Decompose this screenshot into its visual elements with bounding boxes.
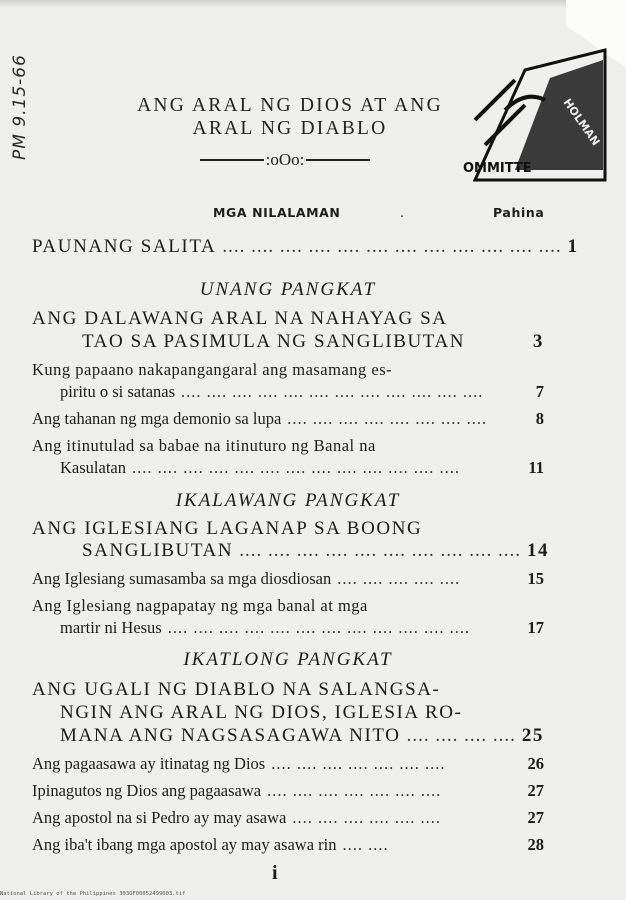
toc-entry-line: ANG DALAWANG ARAL NA NAHAYAG SA xyxy=(32,308,448,329)
toc-entry-tahanan xyxy=(32,409,544,429)
toc-entry-text: TAO SA PASIMULA NG SANGLIBUTAN xyxy=(82,331,466,352)
library-stamp xyxy=(455,50,610,190)
leader-dots: .... .... .... .... .... .... .... .... .... .... .... .... .... xyxy=(131,458,460,477)
stamp-text-bottom: OMMITTE xyxy=(463,161,532,176)
toc-entry-text: piritu o si satanas xyxy=(60,382,176,401)
stamp-text-top: HOLMAN xyxy=(560,96,603,149)
leader-dots: .... .... .... .... xyxy=(406,725,516,746)
toc-entry-iglesiang-laganap xyxy=(82,540,550,562)
page-folio: i xyxy=(272,862,278,884)
toc-entry-text: MANA ANG NAGSASAGAWA NITO xyxy=(60,725,401,746)
leader-dots: .... .... .... .... .... xyxy=(337,569,461,588)
leader-dots: .... .... .... .... .... .... .... .... .... .... .... .... xyxy=(222,236,562,257)
section-heading-3: IKATLONG PANGKAT xyxy=(183,649,393,670)
page-column-heading: Pahina xyxy=(493,205,545,220)
ornament-rule-right xyxy=(306,159,370,161)
toc-entry-dalawang-aral xyxy=(82,331,544,353)
toc-entry-ipinagutos xyxy=(32,781,544,801)
toc-entry-apostol-pedro xyxy=(32,808,544,828)
title-line-1: ANG ARAL NG DIOS AT ANG xyxy=(137,95,443,116)
toc-page-number: 27 xyxy=(527,781,544,800)
ornament-rule-left xyxy=(200,159,264,161)
leader-dots: .... .... .... .... .... .... .... .... .... .... .... .... xyxy=(181,382,484,401)
toc-page-number: 26 xyxy=(527,754,544,773)
contents-heading: MGA NILALAMAN xyxy=(213,205,341,220)
scan-edge xyxy=(0,0,626,8)
leader-dots: .... .... .... .... .... .... .... xyxy=(267,781,442,800)
toc-entry-text: Ang tahanan ng mga demonio sa lupa xyxy=(32,409,282,428)
toc-page-number: 1 xyxy=(567,236,579,257)
toc-entry-itinutulad xyxy=(60,458,544,478)
handwritten-margin-note: PM 9.15-66 xyxy=(10,54,30,160)
toc-entry-line: Kung papaano nakapangangaral ang masamang es- xyxy=(32,360,393,379)
toc-page-number: 27 xyxy=(527,808,544,827)
toc-page-number: 15 xyxy=(527,569,544,588)
title-ornament xyxy=(200,150,370,170)
toc-entry-text: SANGLIBUTAN xyxy=(82,540,234,561)
leader-dots: .... .... .... .... .... .... .... .... .... .... .... .... xyxy=(167,618,471,637)
toc-entry-text: Ang Iglesiang sumasamba sa mga diosdiosan xyxy=(32,569,332,588)
toc-page-number: 8 xyxy=(535,409,544,428)
toc-entry-ugali-ng-diablo xyxy=(60,725,544,747)
toc-page-number: 25 xyxy=(521,725,545,746)
toc-entry-text: Ipinagutos ng Dios ang pagaasawa xyxy=(32,781,262,800)
toc-page-number: 28 xyxy=(527,835,544,854)
section-heading-2: IKALAWANG PANGKAT xyxy=(175,490,401,511)
toc-entry-line: Ang Iglesiang nagpapatay ng mga banal at mga xyxy=(32,596,368,615)
toc-entry-nagpapatay xyxy=(60,618,544,638)
leader-dots: .... .... .... .... .... .... .... xyxy=(271,754,446,773)
toc-page-number: 14 xyxy=(526,540,550,561)
toc-page-number: 3 xyxy=(532,331,544,352)
toc-page-number: 7 xyxy=(535,382,544,401)
toc-entry-line: NGIN ANG ARAL NG DIOS, IGLESIA RO- xyxy=(60,702,463,723)
toc-page-number: 11 xyxy=(528,458,544,477)
contents-heading-separator: . xyxy=(400,205,405,220)
toc-entry-line: ANG UGALI NG DIABLO NA SALANGSA- xyxy=(32,679,441,700)
leader-dots: .... .... .... .... .... .... xyxy=(292,808,441,827)
leader-dots: .... .... xyxy=(342,835,389,854)
scan-footer-caption: National Library of the Philippines 303OF00052499003.tif xyxy=(0,891,186,897)
toc-entry-satanas xyxy=(60,382,544,402)
toc-entry-text: Ang apostol na si Pedro ay may asawa xyxy=(32,808,287,827)
toc-entry-sumasamba xyxy=(32,569,544,589)
leader-dots: .... .... .... .... .... .... .... .... .... .... xyxy=(239,540,521,561)
toc-entry-text: PAUNANG SALITA xyxy=(32,236,217,257)
toc-entry-text: Kasulatan xyxy=(60,458,126,477)
ornament-text: :oOo: xyxy=(265,150,305,169)
toc-entry-line: ANG IGLESIANG LAGANAP SA BOONG xyxy=(32,518,423,539)
toc-entry-text: martir ni Hesus xyxy=(60,618,162,637)
title-line-2: ARAL NG DIABLO xyxy=(192,118,388,139)
toc-entry-text: Ang iba't ibang mga apostol ay may asawa rin xyxy=(32,835,337,854)
toc-entry-text: Ang pagaasawa ay itinatag ng Dios xyxy=(32,754,266,773)
toc-entry-iba-ibang-apostol xyxy=(32,835,544,855)
toc-entry-paunang-salita xyxy=(32,236,579,258)
toc-entry-line: Ang itinutulad sa babae na itinuturo ng Banal na xyxy=(32,436,376,455)
leader-dots: .... .... .... .... .... .... .... .... xyxy=(287,409,488,428)
toc-entry-pagaasawa-itinatag xyxy=(32,754,544,774)
toc-page-number: 17 xyxy=(527,618,544,637)
section-heading-1: UNANG PANGKAT xyxy=(199,279,377,300)
